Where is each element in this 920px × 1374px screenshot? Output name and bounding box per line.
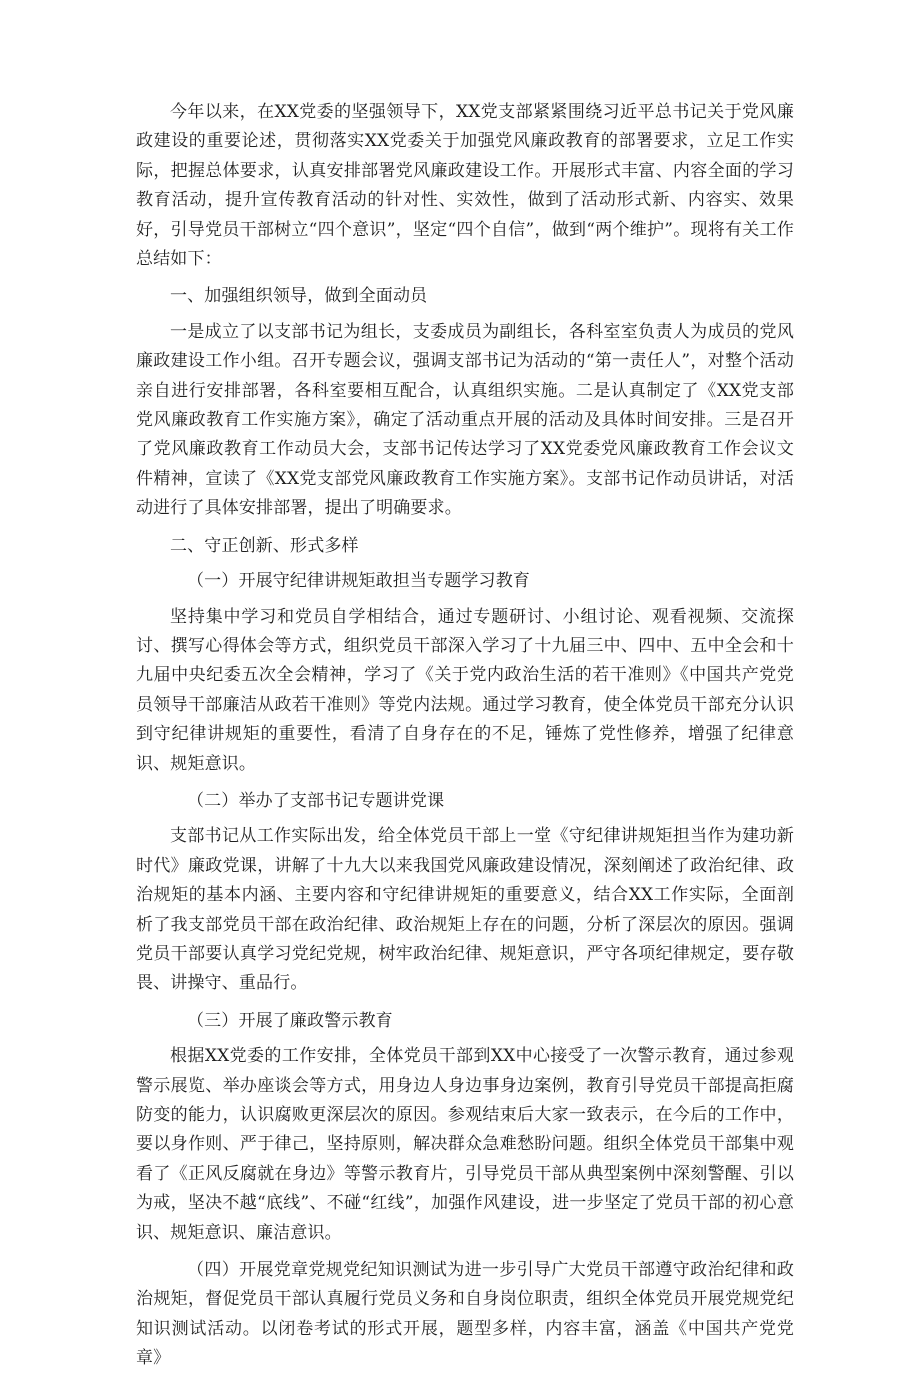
subsection-2-heading: （二）举办了支部书记专题讲党课 xyxy=(187,790,445,811)
subsection-1-body: 坚持集中学习和党员自学相结合，通过专题研讨、小组讨论、观看视频、交流探讨、撰写心得体会等方式，组织党员干部深入学习了十九届三中、四中、五中全会和十九届中央纪委五次全会精神，学习了《关于党内政治生活的若干准则》《中国共产党党员领导干部廉洁从政若干准则》等党内法规。通过学习教育，使全体党员干部充分认识到守纪律讲规矩的重要性，看清了自身存在的不足，锤炼了党性修养，增强了纪律意识、规矩意识。 xyxy=(136,606,794,774)
section-1-heading: 一、加强组织领导，做到全面动员 xyxy=(170,286,428,307)
document-page xyxy=(136,98,794,1374)
intro-paragraph: 今年以来，在XX党委的坚强领导下，XX党支部紧紧围绕习近平总书记关于党风廉政建设的重要论述，贯彻落实XX党委关于加强党风廉政教育的部署要求，立足工作实际，把握总体要求，认真安排部署党风廉政建设工作。开展形式丰富、内容全面的学习教育活动，提升宣传教育活动的针对性、实效性，做到了活动形式新、内容实、效果好，引导党员干部树立“四个意识”，坚定“四个自信”，做到“两个维护”。现将有关工作总结如下： xyxy=(136,102,794,270)
subsection-4-paragraph: （四）开展党章党规党纪知识测试为进一步引导广大党员干部遵守政治纪律和政治规矩，督促党员干部认真履行党员义务和自身岗位职责，组织全体党员开展党规党纪知识测试活动。以闭卷考试的形式开展，题型多样，内容丰富，涵盖《中国共产党党章》 xyxy=(136,1260,794,1369)
section-2-heading: 二、守正创新、形式多样 xyxy=(170,535,359,556)
subsection-3-heading: （三）开展了廉政警示教育 xyxy=(187,1010,393,1031)
section-1-body: 一是成立了以支部书记为组长，支委成员为副组长，各科室室负责人为成员的党风廉政建设工作小组。召开专题会议，强调支部书记为活动的“第一责任人”，对整个活动亲自进行安排部署，各科室要相互配合，认真组织实施。二是认真制定了《XX党支部党风廉政教育工作实施方案》，确定了活动重点开展的活动及具体时间安排。三是召开了党风廉政教育工作动员大会，支部书记传达学习了XX党委党风廉政教育工作会议文件精神，宣读了《XX党支部党风廉政教育工作实施方案》。支部书记作动员讲话，对活动进行了具体安排部署，提出了明确要求。 xyxy=(136,321,794,519)
subsection-1-heading: （一）开展守纪律讲规矩敢担当专题学习教育 xyxy=(187,571,530,592)
subsection-3-body: 根据XX党委的工作安排，全体党员干部到XX中心接受了一次警示教育，通过参观警示展览、举办座谈会等方式，用身边人身边事身边案例，教育引导党员干部提高拒腐防变的能力，认识腐败更深层次的原因。参观结束后大家一致表示，在今后的工作中，要以身作则、严于律己，坚持原则，解决群众急难愁盼问题。组织全体党员干部集中观看了《正风反腐就在身边》等警示教育片，引导党员干部从典型案例中深刻警醒、引以为戒，坚决不越“底线”、不碰“红线”，加强作风建设，进一步坚定了党员干部的初心意识、规矩意识、廉洁意识。 xyxy=(136,1046,794,1243)
subsection-2-body: 支部书记从工作实际出发，给全体党员干部上一堂《守纪律讲规矩担当作为建功新时代》廉政党课，讲解了十九大以来我国党风廉政建设情况，深刻阐述了政治纪律、政治规矩的基本内涵、主要内容和守纪律讲规矩的重要意义，结合XX工作实际，全面剖析了我支部党员干部在政治纪律、政治规矩上存在的问题，分析了深层次的原因。强调党员干部要认真学习党纪党规，树牢政治纪律、规矩意识，严守各项纪律规定，要存敬畏、讲操守、重品行。 xyxy=(136,826,794,994)
